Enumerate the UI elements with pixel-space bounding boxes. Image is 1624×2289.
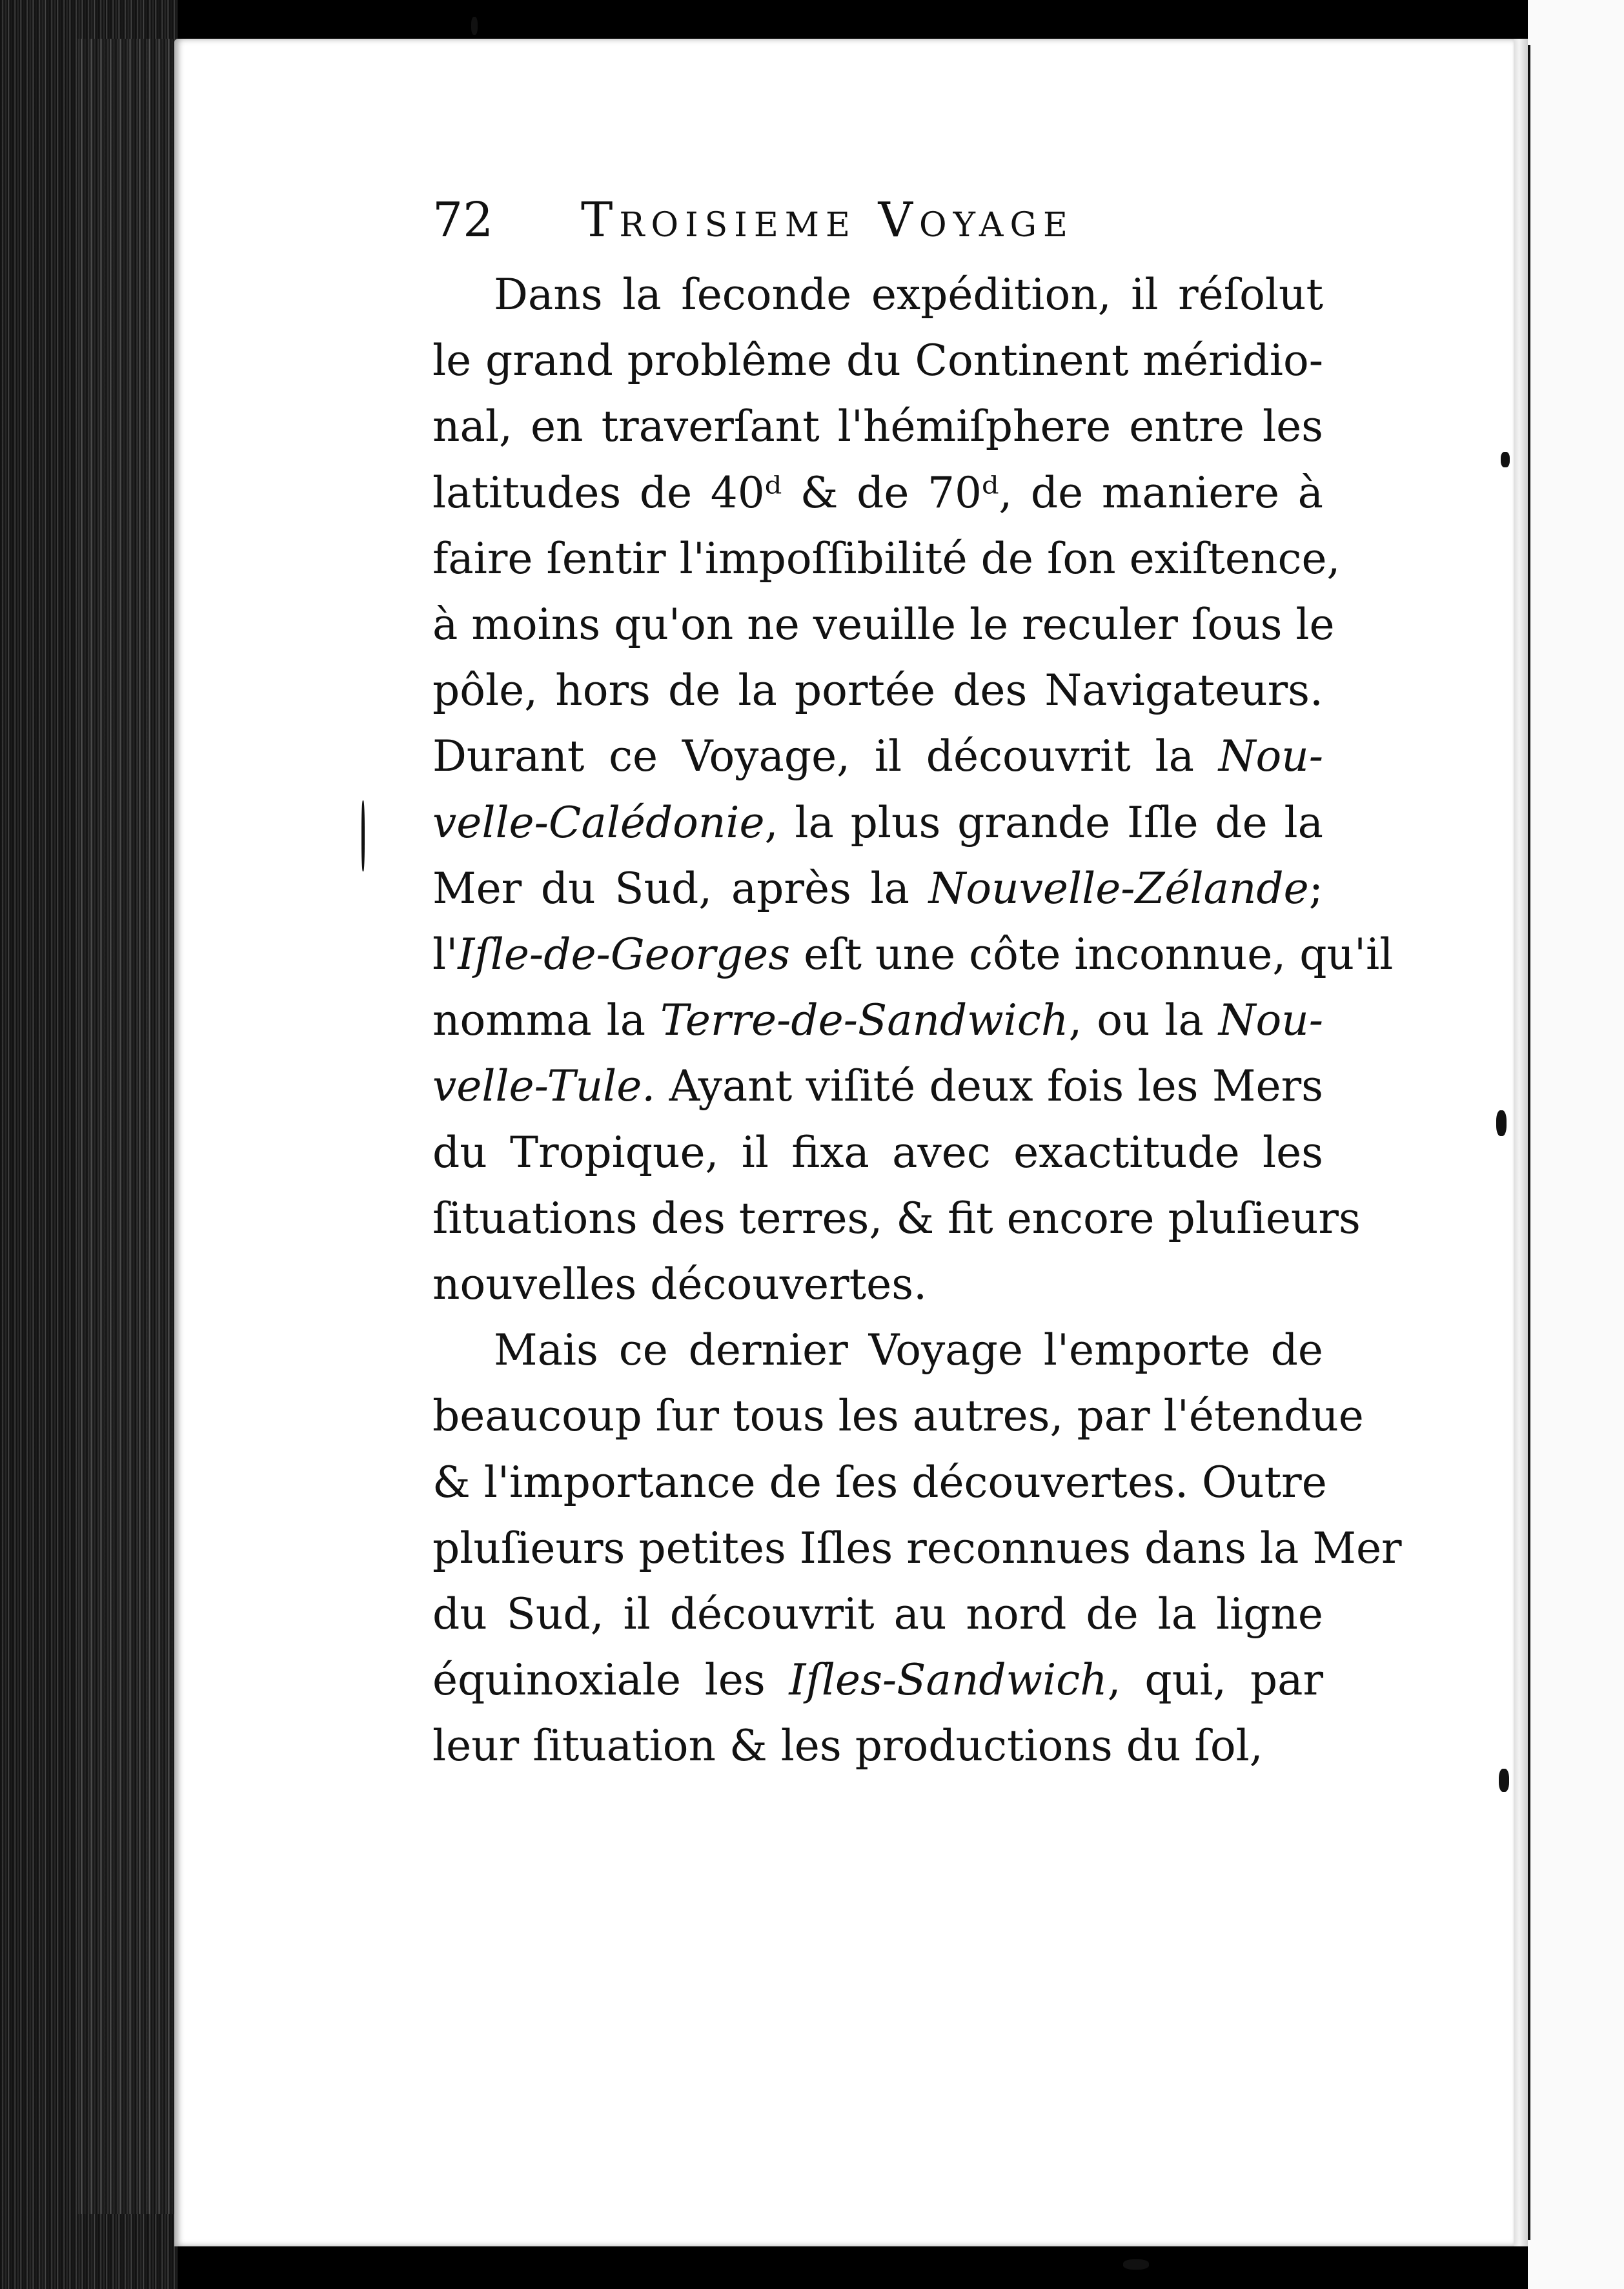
text-run: Mais ce dernier Voyage l'emporte de [494,1325,1323,1375]
text-run: nouvelles découvertes. [432,1259,928,1309]
text-run: , qui, par [1107,1655,1323,1705]
text-run: Ayant viſité deux fois les Mers [655,1061,1323,1111]
text-line [432,1589,1323,1655]
text-line [432,731,1323,797]
italic-text: velle-Calédonie [432,798,765,848]
text-line [432,1655,1323,1721]
text-run: du Tropique, il fixa avec exactitude les [432,1128,1323,1177]
page-number: 72 [432,192,494,248]
text-run: le grand problême du Continent méridio- [432,336,1323,385]
text-line [432,1194,1361,1259]
text-run: ſituations des terres, & fit encore pluſieurs [432,1194,1361,1243]
page-header [432,192,1207,257]
text-line [432,1391,1364,1457]
book-gutter [0,0,178,2289]
text-run: nal, en traverſant l'hémiſphere entre les [432,402,1323,451]
text-run: leur ſituation & les productions du ſol, [432,1721,1263,1771]
text-run: pôle, hors de la portée des Navigateurs. [432,666,1323,715]
speck [1499,1769,1509,1792]
text-run: à moins qu'on ne veuille le reculer ſous le [432,600,1335,649]
text-line [432,666,1323,731]
italic-text: Nou- [1218,731,1323,781]
italic-text: Iſle-de-Georges [458,930,791,979]
text-line [432,1128,1323,1194]
text-line [432,1523,1402,1589]
speck [1123,2259,1149,2270]
text-run: , ou la [1068,995,1219,1045]
italic-text: Terre-de-Sandwich [660,995,1069,1045]
text-run: équinoxiale les [432,1655,789,1705]
text-line [432,1259,1323,1325]
text-run: ; [1308,864,1323,913]
speck [1501,452,1510,467]
text-line [432,600,1335,666]
italic-text: Nou- [1218,995,1323,1045]
speck [471,17,478,35]
text-run: faire ſentir l'impoſſibilité de ſon exiſtence, [432,534,1341,584]
text-line [432,1061,1323,1127]
italic-text: Iſles-Sandwich [789,1655,1108,1705]
text-run: nomma la [432,995,660,1045]
text-line [432,864,1323,930]
text-run: & l'importance de ſes découvertes. Outre [432,1458,1327,1507]
text-line [432,402,1323,467]
page-edge [1514,39,1528,2246]
italic-text: Nouvelle-Zélande [928,864,1309,913]
text-run: , la plus grande Iſle de la [764,798,1323,848]
text-line [432,1721,1323,1787]
text-run: Dans la ſeconde expédition, il réſolut [494,270,1323,320]
italic-text: velle-Tule. [432,1061,656,1111]
text-line [432,468,1323,534]
text-line [432,1458,1327,1523]
text-line [432,270,1323,336]
speck [361,800,365,871]
text-run: du Sud, il découvrit au nord de la ligne [432,1589,1323,1639]
text-run: Durant ce Voyage, il découvrit la [432,731,1219,781]
edge-line [1528,45,1530,2240]
speck [1496,1110,1507,1136]
text-line [432,930,1394,995]
text-run: l' [432,930,458,979]
text-line [432,995,1323,1061]
text-run: eſt une côte inconnue, qu'il [790,930,1394,979]
text-line [432,1325,1323,1391]
text-line [432,798,1323,864]
text-run: latitudes de 40ᵈ & de 70ᵈ, de maniere à [432,468,1323,518]
text-run: pluſieurs petites Iſles reconnues dans la Mer [432,1523,1402,1573]
text-line [432,534,1341,600]
facing-page-edge [1528,0,1624,2289]
text-line [432,336,1323,402]
text-run: Mer du Sud, après la [432,864,929,913]
text-run: beaucoup ſur tous les autres, par l'étendue [432,1391,1364,1441]
running-title: Troisieme Voyage [581,192,1074,248]
